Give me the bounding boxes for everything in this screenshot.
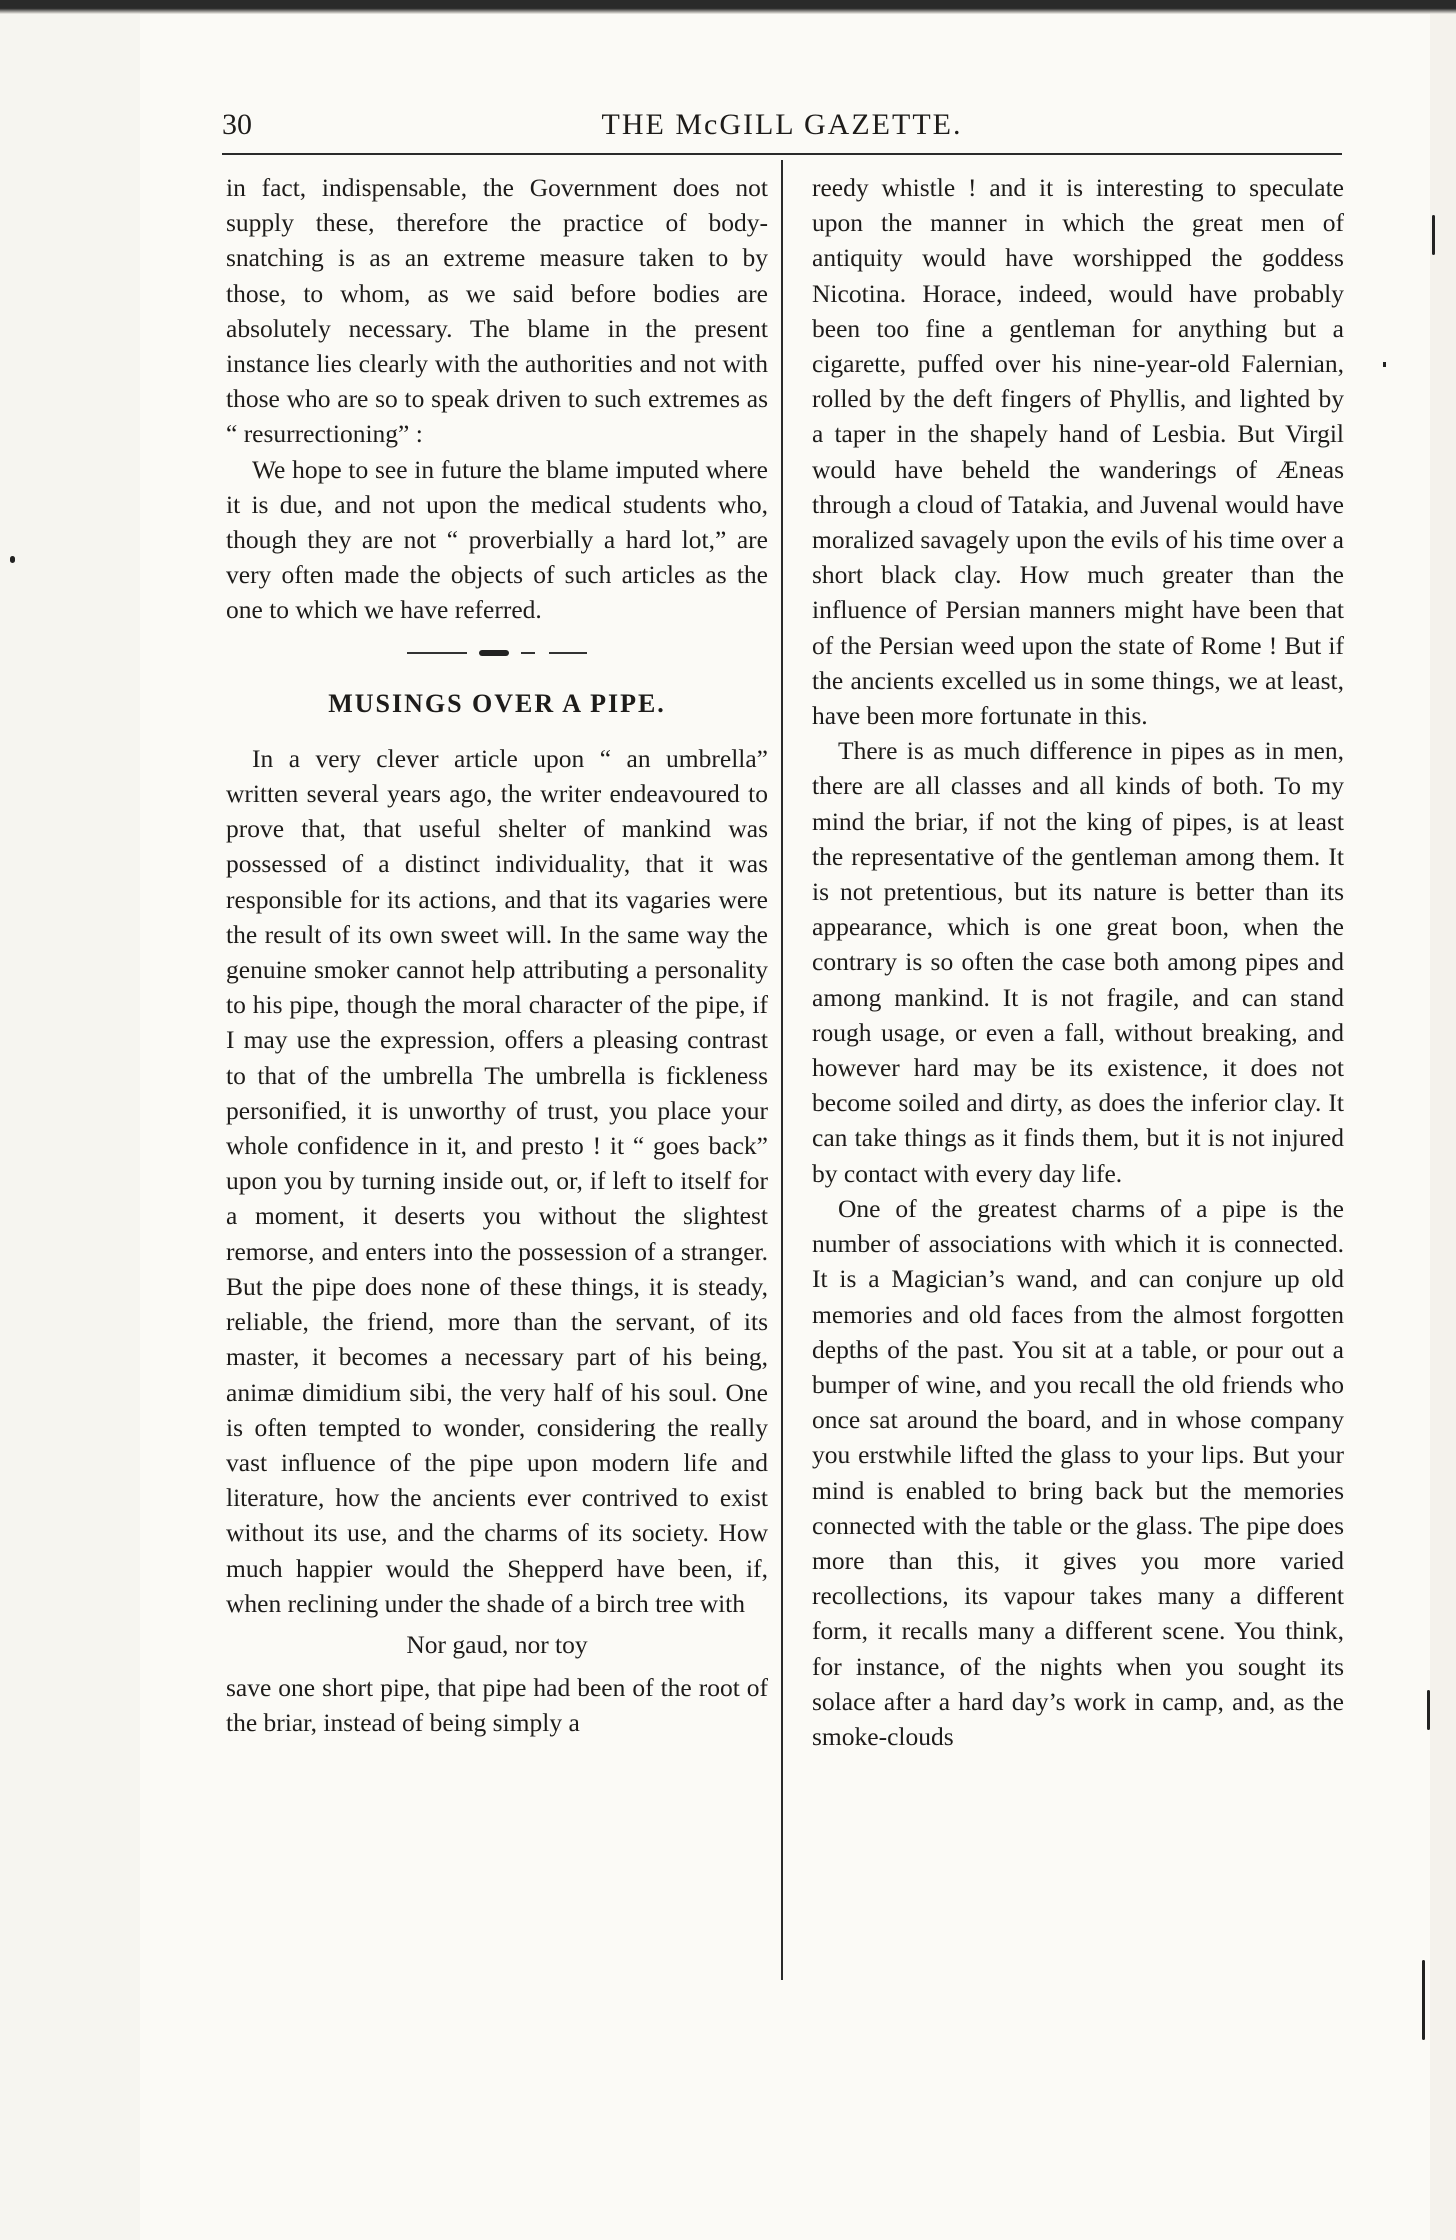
section-divider: [407, 646, 587, 660]
header-rule: [222, 153, 1342, 155]
scan-speck: [10, 556, 15, 563]
right-column: [812, 170, 1344, 1754]
page-gutter: [0, 0, 140, 2240]
poem-quotation: Nor gaud, nor toy: [406, 1629, 588, 1659]
paragraph: One of the greatest charms of a pipe is the number of associations with which it is connected. It is a Magician’s wand, and can conjure up old memories and old faces from the almost forgotten depths of the past. You sit at a table, or pour out a bumper of wine, and you recall the old friends who once sat around the board, and in whose company you erstwhile lifted the glass to your lips. But your mind is enabled to bring back but the memories connected with the table or the glass. The pipe does more than this, it gives you more varied recollections, its vapour takes many a different form, it recalls many a different scene. You think, for instance, of the nights when you sought its solace after a hard day’s work in camp, and, as the smoke-clouds: [812, 1193, 1344, 1751]
column-divider: [781, 160, 783, 1980]
scan-speck: [1432, 215, 1435, 255]
journal-title: THE McGILL GAZETTE.: [601, 108, 963, 141]
paragraph: We hope to see in future the blame imputed where it is due, and not upon the medical students who, though they are not “ proverbially a hard lot,” are very often made the objects of such articles as the one to which we have referred.: [226, 454, 768, 625]
left-column: [226, 170, 768, 1741]
running-header: [222, 100, 1342, 146]
paragraph: in fact, indispensable, the Government does not supply these, therefore the practice of body-snatching is as an extreme measure taken to by those, to whom, as we said before bodies are absolutely necessary. The blame in the present instance lies clearly with the authorities and not with those who are so to speak driven to such extremes as “ resurrectioning” :: [226, 173, 768, 449]
article-heading: MUSINGS OVER A PIPE.: [328, 688, 666, 718]
page-number: 30: [222, 108, 252, 141]
scan-speck: [1383, 362, 1386, 367]
scan-speck: [1427, 1690, 1430, 1730]
paragraph: In a very clever article upon “ an umbrella” written several years ago, the writer endeavoured to prove that, that useful shelter of mankind was possessed of a distinct individuality, that it was responsible for its actions, and that its vagaries were the result of its own sweet will. In the same way the genuine smoker cannot help attributing a personality to his pipe, though the moral character of the pipe, if I may use the expression, offers a pleasing contrast to that of the umbrella The umbrella is fickleness personified, it is unworthy of trust, you place your whole confidence in it, and presto ! it “ goes back” upon you by turning inside out, or, if left to itself for a moment, it deserts you without the slightest remorse, and enters into the possession of a stranger. But the pipe does none of these things, it is steady, reliable, the friend, more than the servant, of its master, it becomes a necessary part of his being, animæ dimidium sibi, the very half of his soul. One is often tempted to wonder, considering the really vast influence of the pipe upon modern life and literature, how the ancients ever contrived to exist without its use, and the charms of its society. How much happier would the Shepperd have been, if, when reclining under the shade of a birch tree with: [226, 743, 768, 1618]
paragraph: There is as much difference in pipes as in men, there are all classes and all kinds of both. To my mind the briar, if not the king of pipes, is at least the representative of the gentleman among them. It is not pretentious, but its nature is better than its appearance, which is one great boon, when the contrary is so often the case both among pipes and among mankind. It is not fragile, and can stand rough usage, or even a fall, without breaking, and however hard may be its existence, it does not become soiled and dirty, as does the inferior clay. It can take things as it finds them, but it is not injured by contact with every day life.: [812, 736, 1344, 1188]
paragraph: save one short pipe, that pipe had been of the root of the briar, instead of being simply a: [226, 1673, 768, 1738]
scan-speck: [1422, 1960, 1425, 2040]
paragraph: reedy whistle ! and it is interesting to speculate upon the manner in which the great men of antiquity would have worshipped the goddess Nicotina. Horace, indeed, would have probably been too fine a gentleman for anything but a cigarette, puffed over his nine-year-old Falernian, rolled by the deft fingers of Phyllis, and lighted by a taper in the shapely hand of Lesbia. But Virgil would have beheld the wanderings of Æneas through a cloud of Tatakia, and Juvenal would have moralized savagely upon the evils of his time over a short black clay. How much greater than the influence of Persian manners might have been that of the Persian weed upon the state of Rome ! But if the ancients excelled us in some things, we at least, have been more fortunate in this.: [812, 173, 1344, 731]
scan-top-edge: [0, 0, 1456, 14]
